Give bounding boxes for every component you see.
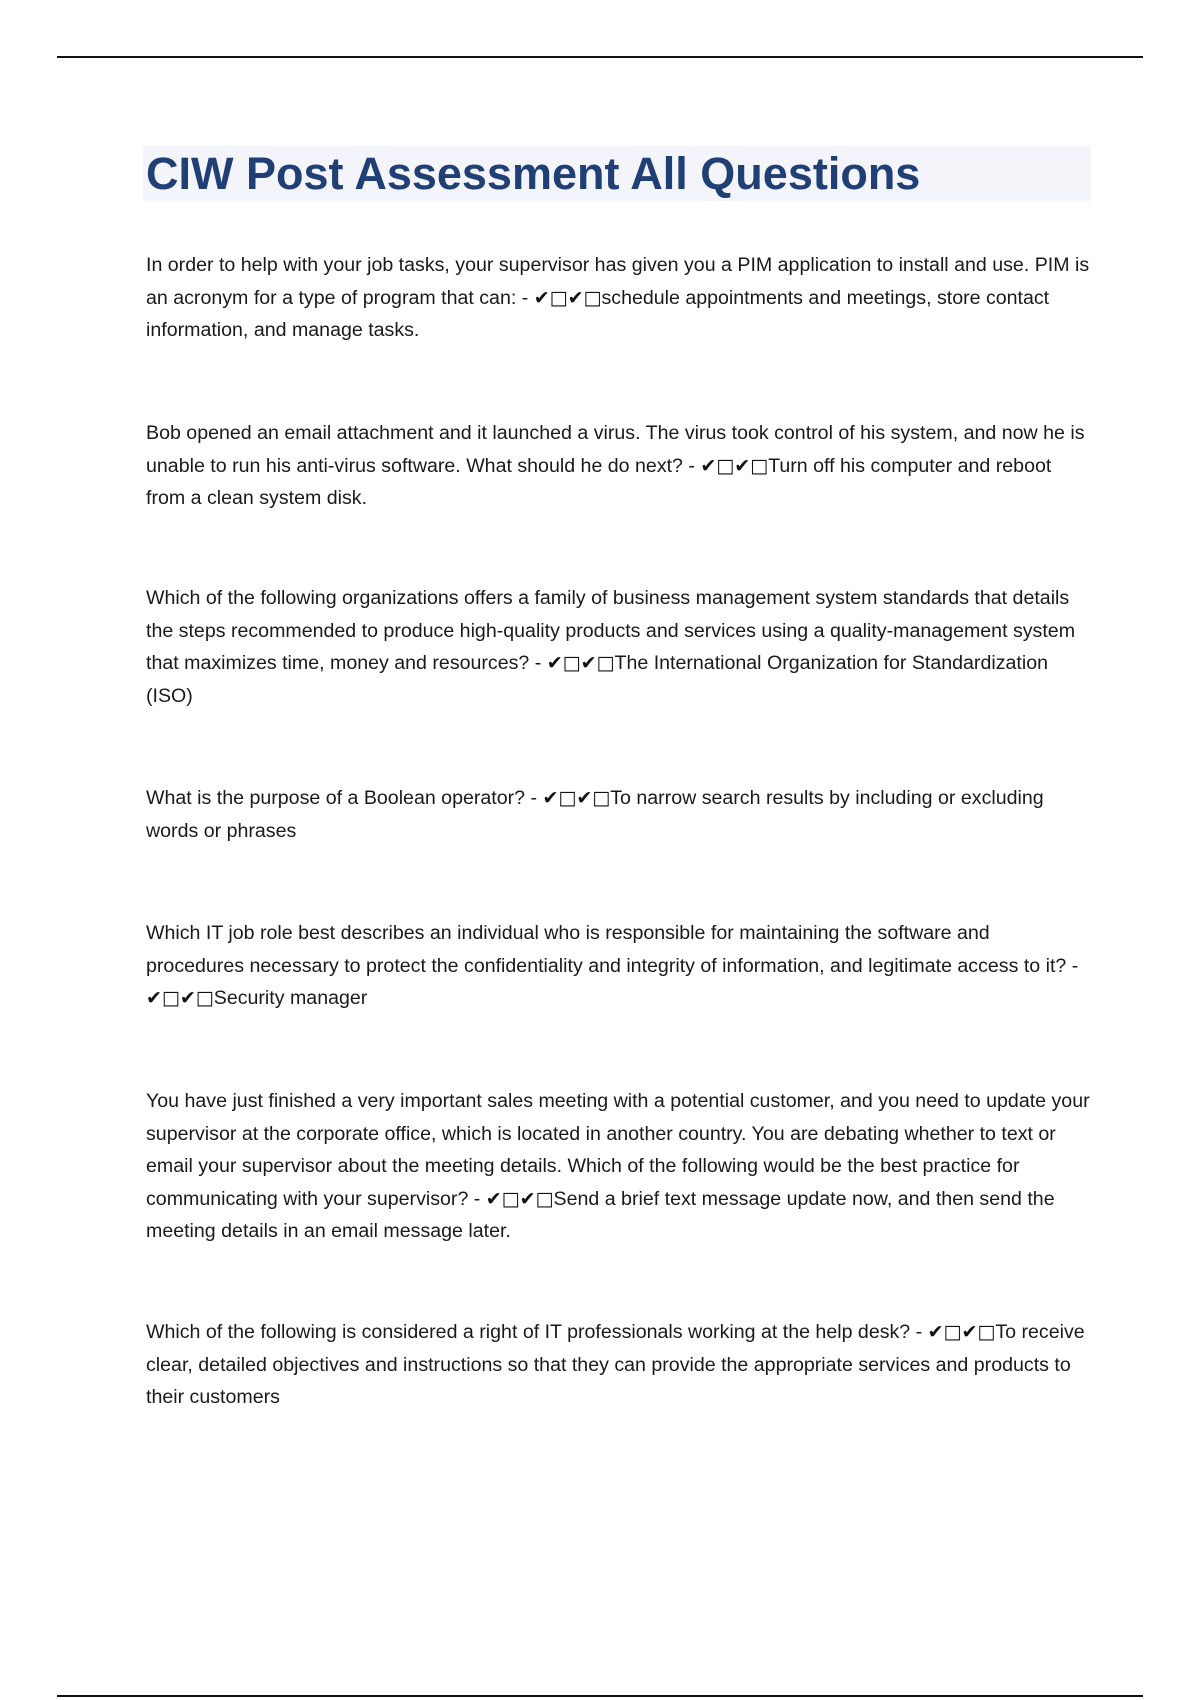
qa-item-3 [146, 582, 1091, 712]
answer-checkmark-icon: ✔□✔□ [533, 286, 602, 309]
answer-checkmark-icon: ✔□✔□ [542, 787, 611, 809]
answer-checkmark-icon: ✔□✔□ [927, 1321, 996, 1343]
answer-text: schedule appointments and meetings, store contact information, and manage tasks. [146, 286, 1050, 341]
answer-text: To receive clear, detailed objectives and instructions so that they can provide the appropriate services and products to their customers [146, 1321, 1085, 1408]
qa-item-4 [146, 782, 1091, 847]
question-text: In order to help with your job tasks, your supervisor has given you a PIM application to install and use. PIM is an acronym for a type of program that can: - [146, 254, 1090, 309]
answer-checkmark-icon: ✔□✔□ [700, 454, 769, 477]
footer-rule [57, 1695, 1143, 1697]
answer-text: Send a brief text message update now, and then send the meeting details in an email message later. [146, 1187, 1055, 1242]
question-text: Which of the following organizations offers a family of business management system standards that details the steps recommended to produce high-quality products and services using a quality-management system that maximizes time, money and resources? - [146, 587, 1076, 674]
question-text: Bob opened an email attachment and it launched a virus. The virus took control of his system, and now he is unable to run his anti-virus software. What should he do next? - [146, 422, 1085, 477]
qa-item-1 [146, 249, 1091, 347]
answer-checkmark-icon: ✔□✔□ [546, 652, 615, 674]
qa-item-2 [146, 417, 1091, 515]
qa-item-7 [146, 1316, 1091, 1414]
question-text: What is the purpose of a Boolean operator? - [146, 787, 543, 809]
answer-text: To narrow search results by including or excluding words or phrases [146, 787, 1044, 842]
qa-item-6 [146, 1085, 1091, 1248]
answer-text: Security manager [213, 987, 368, 1009]
document-title: CIW Post Assessment All Questions [146, 148, 921, 199]
question-text: Which IT job role best describes an individual who is responsible for maintaining the software and procedures necessary to protect the confidentiality and integrity of information, and legitimate access to it? - [146, 922, 1079, 977]
header-rule [57, 56, 1143, 58]
answer-text: Turn off his computer and reboot from a clean system disk. [146, 454, 1052, 509]
answer-checkmark-icon: ✔□✔□ [485, 1187, 554, 1210]
question-text: You have just finished a very important sales meeting with a potential customer, and you need to update your supervisor at the corporate office, which is located in another country. You are debating whether to text or email your supervisor about the meeting details. Which of the following would be the best practice for communicating with your supervisor? - [146, 1090, 1090, 1210]
qa-item-5 [146, 917, 1091, 1015]
answer-text: The International Organization for Standardization (ISO) [146, 652, 1048, 707]
answer-checkmark-icon: ✔□✔□ [146, 987, 214, 1009]
question-text: Which of the following is considered a right of IT professionals working at the help desk? - [146, 1321, 928, 1343]
